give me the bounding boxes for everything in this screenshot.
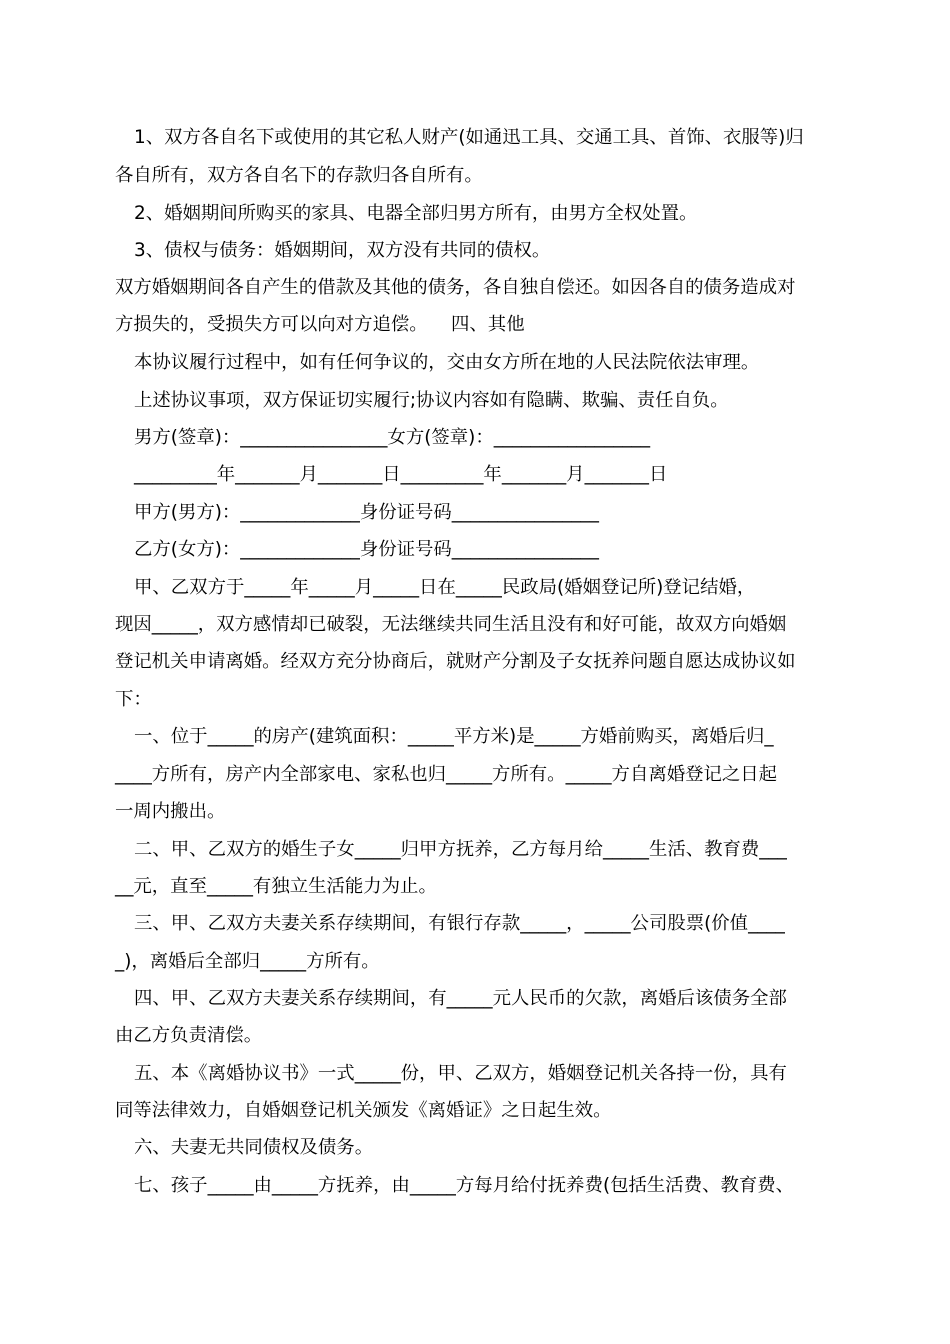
text-line: 一周内搬出。: [115, 801, 226, 822]
text-line: 同等法律效力，自婚姻登记机关颁发《离婚证》之日起生效。: [115, 1100, 612, 1121]
clause-1: 一、位于_____的房产(建筑面积：_____平方米)是_____方婚前购买，离婚后归_: [134, 726, 774, 747]
text-line: 下：: [115, 689, 152, 710]
text-line: 上述协议事项，双方保证切实履行;协议内容如有隐瞒、欺骗、责任自负。: [134, 390, 729, 411]
clause-6: 六、夫妻无共同债权及债务。: [134, 1137, 374, 1158]
text-line: 1、双方各自名下或使用的其它私人财产(如通迅工具、交通工具、首饰、衣服等)归: [134, 127, 804, 148]
text-line: 本协议履行过程中，如有任何争议的，交由女方所在地的人民法院依法审理。: [134, 352, 760, 373]
clause-3: 三、甲、乙双方夫妻关系存续期间，有银行存款_____，_____公司股票(价值____: [134, 913, 785, 934]
text-line: 甲、乙双方于_____年_____月_____日在_____民政局(婚姻登记所)登记结婚，: [134, 577, 756, 598]
party-b-line: 乙方(女方)：_____________身份证号码________________: [134, 539, 599, 560]
clause-4: 四、甲、乙双方夫妻关系存续期间，有_____元人民币的欠款，离婚后该债务全部: [134, 988, 787, 1009]
text-line: 2、婚姻期间所购买的家具、电器全部归男方所有，由男方全权处置。: [134, 203, 698, 224]
text-line: _)，离婚后全部归_____方所有。: [115, 951, 380, 972]
clause-2: 二、甲、乙双方的婚生子女_____归甲方抚养，乙方每月给_____生活、教育费___: [134, 839, 787, 860]
text-line: 双方婚姻期间各自产生的借款及其他的债务，各自独自偿还。如因各自的债务造成对: [115, 277, 796, 298]
text-line: __元，直至_____有独立生活能力为止。: [115, 876, 437, 897]
text-line: 方损失的，受损失方可以向对方追偿。 四、其他: [115, 314, 525, 335]
text-line: 3、债权与债务：婚姻期间，双方没有共同的债权。: [134, 240, 551, 261]
text-line: 各自所有，双方各自名下的存款归各自所有。: [115, 165, 483, 186]
text-line: 现因_____，双方感情却已破裂，无法继续共同生活且没有和好可能，故双方向婚姻: [115, 614, 787, 635]
text-line: 由乙方负责清偿。: [115, 1025, 263, 1046]
text-line: 登记机关申请离婚。经双方充分协商后，就财产分割及子女抚养问题自愿达成协议如: [115, 651, 796, 672]
clause-5: 五、本《离婚协议书》一式_____份，甲、乙双方，婚姻登记机关各持一份，具有: [134, 1063, 787, 1084]
signature-line: 男方(签章)：________________女方(签章)：_________________: [134, 427, 651, 448]
party-a-line: 甲方(男方)：_____________身份证号码________________: [134, 502, 599, 523]
clause-7: 七、孩子_____由_____方抚养，由_____方每月给付抚养费(包括生活费、教育费、: [134, 1175, 795, 1196]
date-line: _________年_______月_______日_________年_______月_______日: [134, 464, 668, 485]
text-line: ____方所有，房产内全部家电、家私也归_____方所有。_____方自离婚登记之日起: [115, 764, 778, 785]
